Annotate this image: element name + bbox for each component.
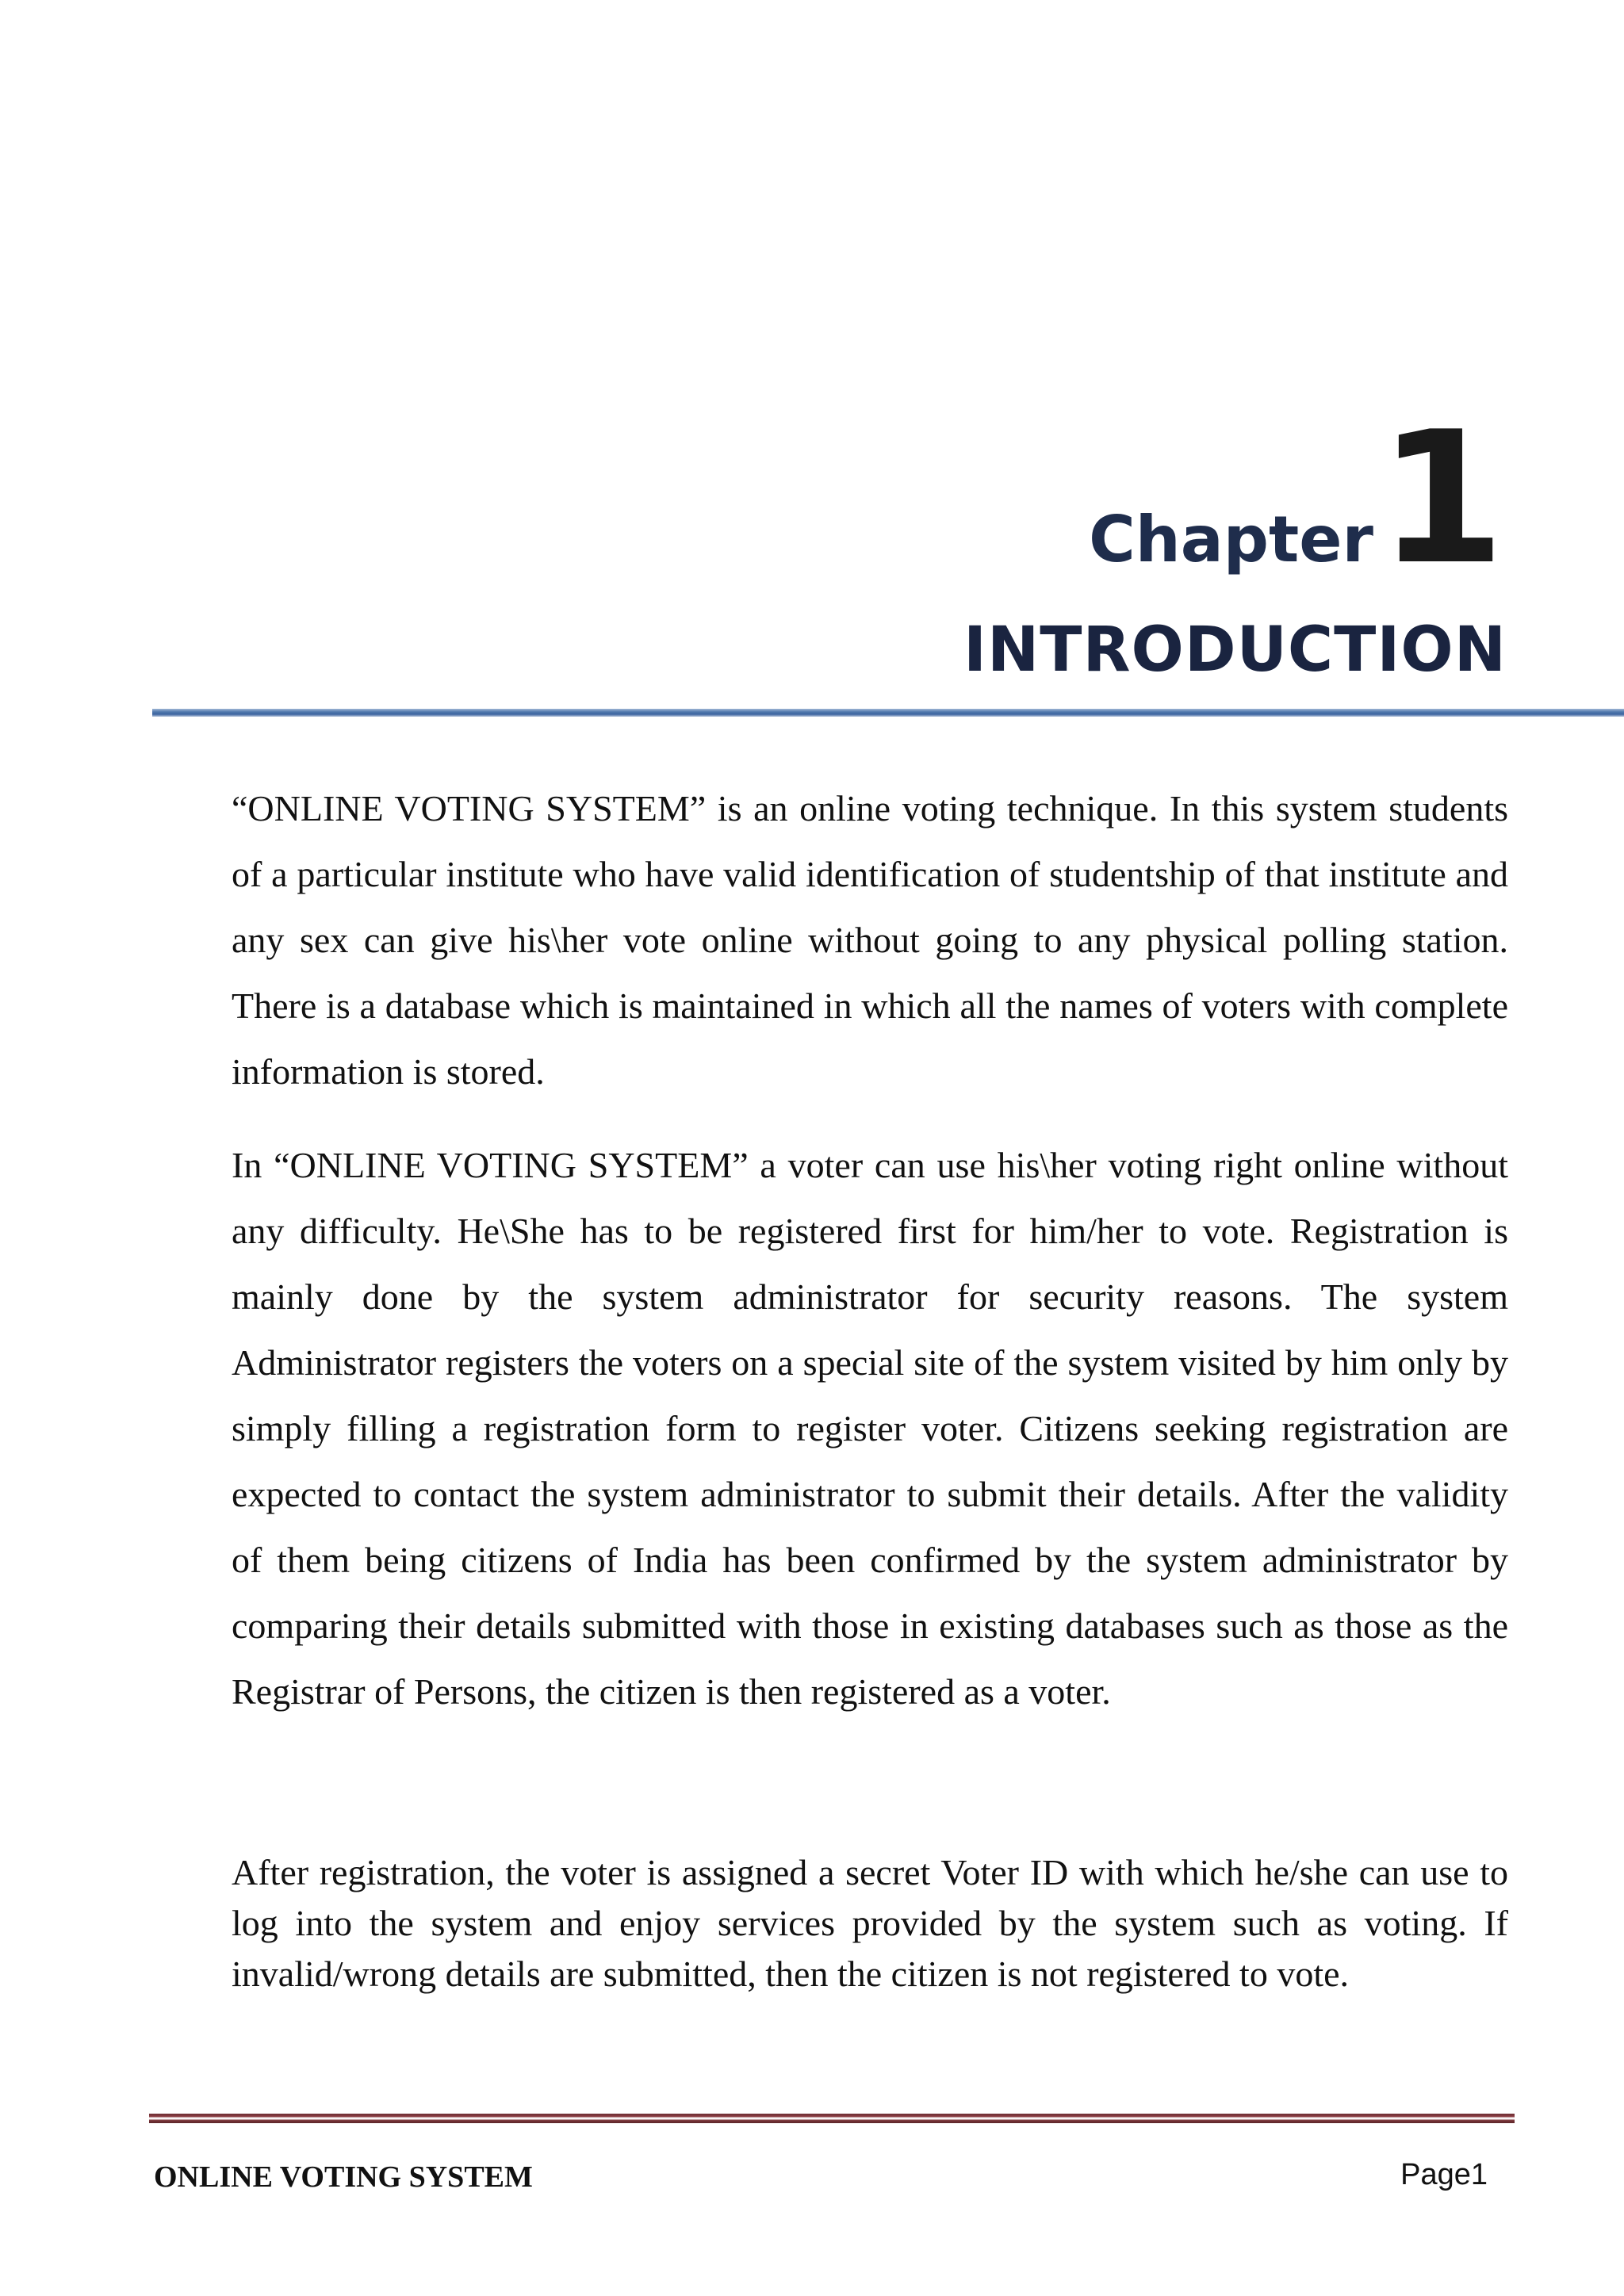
body-paragraph-2: In “ONLINE VOTING SYSTEM” a voter can use his\her voting right online without any difficulty. He\She has to be registered first for him/her to vote. Registration is mainly done by the system administrator for security reasons. The system Administrator registers the voters on a special site of the system visited by him only by simply filling a registration form to register voter. Citizens seeking registration are expected to contact the system administrator to submit their details. After the validity of them being citizens of India has been confirmed by the system administrator by comparing their details submitted with those in existing databases such as those as the Registrar of Persons, the citizen is then registered as a voter. bbox=[232, 1145, 1508, 1712]
chapter-label: Chapter bbox=[1089, 503, 1373, 576]
body-paragraph-3: After registration, the voter is assigned a secret Voter ID with which he/she can use to log into the system and enjoy services provided by the system such as voting. If invalid/wrong details are submitted, then the citizen is not registered to vote. bbox=[232, 1852, 1508, 1994]
footer-divider bbox=[149, 2114, 1515, 2123]
chapter-title: INTRODUCTION bbox=[963, 614, 1507, 686]
chapter-heading bbox=[1089, 393, 1505, 605]
body-paragraph-1: “ONLINE VOTING SYSTEM” is an online voting technique. In this system students of a particular institute who have valid identification of studentship of that institute and any sex can give his\her vote online without going to any physical polling station. There is a database which is maintained in which all the names of voters with complete information is stored. bbox=[232, 788, 1508, 1092]
footer-document-title: ONLINE VOTING SYSTEM bbox=[154, 2160, 533, 2194]
footer-page-number: Page1 bbox=[1400, 2158, 1488, 2191]
title-divider bbox=[152, 709, 1624, 717]
chapter-number: 1 bbox=[1377, 393, 1505, 605]
